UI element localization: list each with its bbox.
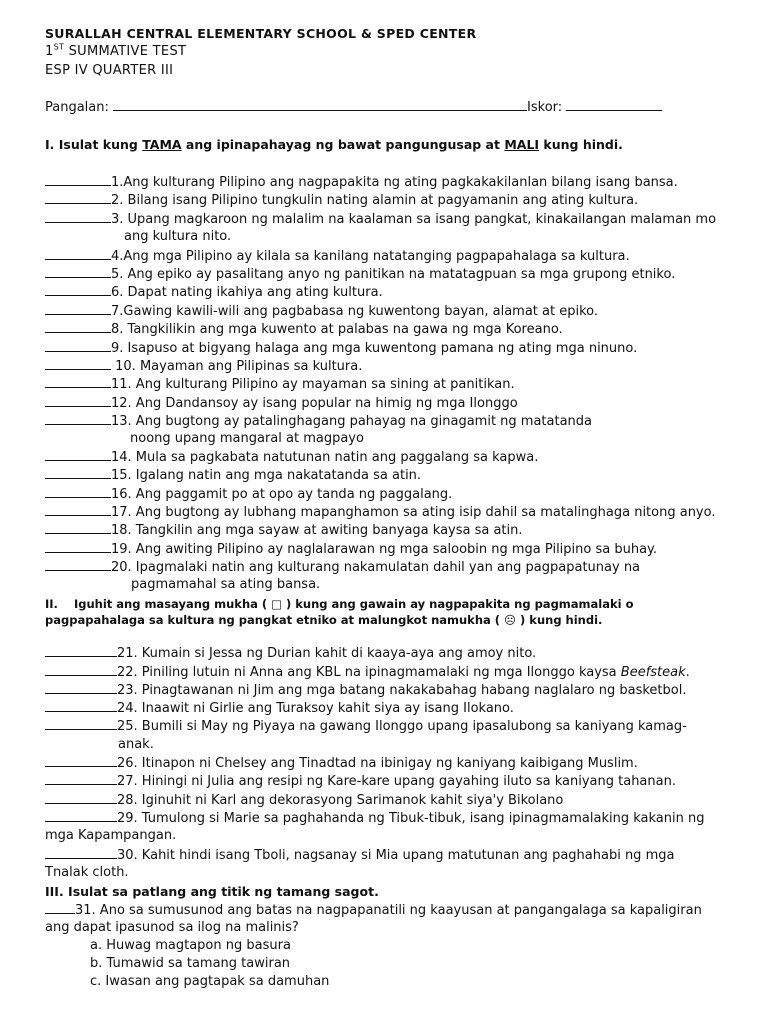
answer-blank[interactable] [45,302,111,315]
answer-blank[interactable] [45,283,111,296]
quarter-label: ESP IV QUARTER III [45,63,174,78]
question-continuation: Tnalak cloth. [45,865,129,880]
question-item: 1.Ang kulturang Pilipino ang nagpapakita ng ating pagkakakilanlan bilang isang bansa. [45,173,678,192]
answer-blank[interactable] [45,558,111,571]
question-continuation: ang kultura nito. [124,229,232,244]
section-1-text: ang ipinapahayag ng bawat pangungusap at [181,137,505,152]
section-1-label: I. [45,137,55,152]
question-continuation: anak. [118,737,154,752]
section-2-instructions: II. Iguhit ang masayang mukha ( □ ) kung ang gawain ay nagpapakita ng pagmamalaki o [45,597,634,611]
section-1-text: kung hindi. [539,137,623,152]
question-item: 19. Ang awiting Pilipino ay naglalarawan ng mga saloobin ng mga Pilipino sa buhay. [45,540,657,559]
question-item: 18. Tangkilin ang mga sayaw at awiting banyaga kaysa sa atin. [45,521,523,540]
answer-blank[interactable] [45,644,117,657]
question-item: 24. Inaawit ni Girlie ang Turaksoy kahit siya ay isang Ilokano. [45,699,514,718]
question-item: 3. Upang magkaroon ng malalim na kaalaman sa isang pangkat, kinakailangan malaman mo [45,210,716,229]
section-1-instructions [45,136,623,154]
question-item: 29. Tumulong si Marie sa paghahanda ng Tibuk-tibuk, isang ipinagmamalaking kakanin ng [45,809,704,828]
choice-b: b. Tumawid sa tamang tawiran [90,956,291,971]
answer-blank[interactable] [45,540,111,553]
answer-blank[interactable] [45,191,111,204]
answer-blank[interactable] [45,663,117,676]
answer-blank[interactable] [45,809,117,822]
question-item: 11. Ang kulturang Pilipino ay mayaman sa sining at panitikan. [45,375,515,394]
question-item: 10. Mayaman ang Pilipinas sa kultura. [45,357,362,376]
section-1-text: Isulat kung [54,137,143,152]
question-continuation: mga Kapampangan. [45,828,177,843]
score-field[interactable] [566,98,662,111]
choice-c: c. Iwasan ang pagtapak sa damuhan [90,974,330,989]
mali-keyword: MALI [504,137,540,152]
question-continuation: pagmamahal sa ating bansa. [131,577,321,592]
test-number-suffix: ST [53,42,65,52]
answer-blank[interactable] [45,699,117,712]
choice-a: a. Huwag magtapon ng basura [90,938,291,953]
test-title [45,43,186,61]
answer-blank[interactable] [45,791,117,804]
school-name: SURALLAH CENTRAL ELEMENTARY SCHOOL & SPED CENTER [45,26,477,41]
answer-blank[interactable] [45,265,111,278]
answer-blank[interactable] [45,681,117,694]
answer-blank[interactable] [45,485,111,498]
answer-blank[interactable] [45,503,111,516]
answer-blank[interactable] [45,846,117,859]
question-item: 9. Isapuso at bigyang halaga ang mga kuwentong pamana ng ating mga ninuno. [45,339,637,358]
answer-blank[interactable] [45,772,117,785]
question-item: 31. Ano sa sumusunod ang batas na nagpapanatili ng kaayusan at pangangalaga sa kapaligiran [45,901,702,920]
question-continuation: ang dapat ipasunod sa ilog na malinis? [45,920,299,935]
question-item: 26. Itinapon ni Chelsey ang Tinadtad na ibinigay ng kaniyang kaibigang Muslim. [45,754,638,773]
answer-blank[interactable] [45,521,111,534]
question-item: 12. Ang Dandansoy ay isang popular na himig ng mga Ilonggo [45,394,518,413]
answer-blank[interactable] [45,357,111,370]
question-item: 23. Pinagtawanan ni Jim ang mga batang nakakabahag habang naglalaro ng basketbol. [45,681,686,700]
name-row [45,98,662,117]
question-item: 2. Bilang isang Pilipino tungkulin nating alamin at pagyamanin ang ating kultura. [45,191,638,210]
answer-blank[interactable] [45,339,111,352]
question-item: 20. Ipagmalaki natin ang kulturang nakamulatan dahil yan ang pagpapatunay na [45,558,640,577]
tama-keyword: TAMA [142,137,182,152]
answer-blank[interactable] [45,173,111,186]
score-label: Iskor: [527,100,567,115]
answer-blank[interactable] [45,754,117,767]
beefsteak-text: Beefsteak [620,665,686,680]
question-item: 21. Kumain si Jessa ng Durian kahit di kaaya-aya ang amoy nito. [45,644,536,663]
test-number: 1 [45,44,54,59]
answer-blank[interactable] [45,412,111,425]
test-title-text: SUMMATIVE TEST [64,44,187,59]
question-item: 5. Ang epiko ay pasalitang anyo ng panitikan na matatagpuan sa mga grupong etniko. [45,265,675,284]
question-item: 22. Piniling lutuin ni Anna ang KBL na ipinagmamalaki ng mga Ilonggo kaysa Beefsteak. [45,663,690,682]
name-label: Pangalan: [45,100,114,115]
question-item: 25. Bumili si May ng Piyaya na gawang Ilonggo upang ipasalubong sa kaniyang kamag- [45,717,687,736]
answer-blank[interactable] [45,901,75,914]
question-item: 27. Hiningi ni Julia ang resipi ng Kare-kare upang gayahing iluto sa kaniyang tahanan. [45,772,676,791]
section-2-instructions-cont: pagpapahalaga sa kultura ng pangkat etniko at malungkot namukha ( ☹ ) kung hindi. [45,613,603,627]
answer-blank[interactable] [45,320,111,333]
answer-blank[interactable] [45,394,111,407]
question-item: 28. Iginuhit ni Karl ang dekorasyong Sarimanok kahit siya'y Bikolano [45,791,563,810]
answer-blank[interactable] [45,247,111,260]
question-item: 15. Igalang natin ang mga nakatatanda sa atin. [45,466,421,485]
answer-blank[interactable] [45,375,111,388]
answer-blank[interactable] [45,717,117,730]
section-3-instructions: III. Isulat sa patlang ang titik ng tamang sagot. [45,884,379,899]
question-item: 17. Ang bugtong ay lubhang mapanghamon sa ating isip dahil sa matalinghaga nitong anyo. [45,503,715,522]
question-item: 6. Dapat nating ikahiya ang ating kultura. [45,283,383,302]
answer-blank[interactable] [45,466,111,479]
question-item: 16. Ang paggamit po at opo ay tanda ng paggalang. [45,485,452,504]
question-item: 14. Mula sa pagkabata natutunan natin ang paggalang sa kapwa. [45,448,538,467]
answer-blank[interactable] [45,448,111,461]
question-item: 4.Ang mga Pilipino ay kilala sa kanilang natatanging pagpapahalaga sa kultura. [45,247,630,266]
question-item: 30. Kahit hindi isang Tboli, nagsanay si Mia upang matutunan ang paghahabi ng mga [45,846,674,865]
answer-blank[interactable] [45,210,111,223]
question-item: 7.Gawing kawili-wili ang pagbabasa ng kuwentong bayan, alamat at epiko. [45,302,598,321]
question-item: 8. Tangkilikin ang mga kuwento at palabas na gawa ng mga Koreano. [45,320,563,339]
question-item: 13. Ang bugtong ay patalinghagang pahayag na ginagamit ng matatanda [45,412,592,431]
name-field[interactable] [113,98,527,111]
question-continuation: noong upang mangaral at magpayo [130,431,364,446]
